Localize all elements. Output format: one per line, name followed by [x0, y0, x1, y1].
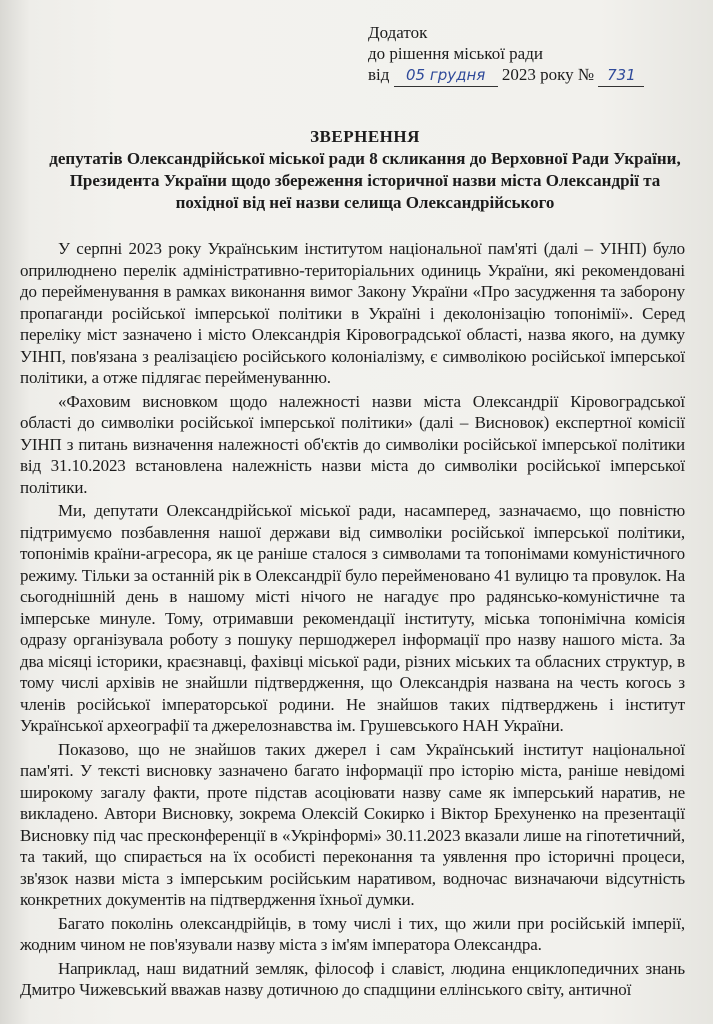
title-line-3: похідної від неї назви селища Олександрійського [175, 193, 555, 212]
paragraph-6: Наприклад, наш видатний земляк, філософ і славіст, людина енциклопедичних знань Дмитро Чижевський вважав назву дотичною до спадщини еллінського світу, античної [20, 958, 685, 999]
addendum-header [368, 22, 644, 87]
year-label: 2023 року № [501, 65, 595, 84]
addendum-title: Додаток [368, 23, 428, 42]
handwritten-decision-number: 731 [598, 65, 644, 87]
title-line-2: Президента України щодо збереження історичної назви міста Олександрії та [69, 171, 661, 190]
paragraph-2: «Фаховим висновком щодо належності назви міста Олександрії Кіровоградської області до символіки російської імперської політики» (далі – Висновок) експертної комісії УІНП з питань визначення належності об'єктів до символіки російської імперської політики від 31.10.2023 встановлена належність назви міста до символіки російської імперської політики. [20, 391, 685, 497]
handwritten-date: 05 грудня [394, 65, 498, 87]
document-title [20, 126, 710, 214]
addendum-subtitle: до рішення міської ради [368, 44, 543, 63]
paragraph-3: Ми, депутати Олександрійської міської ради, насамперед, зазначаємо, що повністю підтримуємо позбавлення нашої держави від символіки російської імперської політики, топонімів країни-агресора, як це раніше сталося з символами та топонімами комуністичного режиму. Тільки за останній рік в Олександрії було перейменовано 41 вулицю та провулок. На сьогоднішній день в нашому місті нічого не нагадує про радянсько-комуністичне та імперське минуле. Тому, отримавши рекомендації інституту, міська топонімічна комісія одразу організувала роботу з пошуку першоджерел інформації про назву нашого міста. За два місяці історики, краєзнавці, фахівці міської ради, різних міських та обласних структур, в тому числі архівів не знайшли підтвердження, що Олександрія названа на честь когось з членів російської імператорської родини. Не знайшов таких підтверджень і інститут Української археографії та джерелознавства ім. Грушевського НАН України. [20, 501, 685, 735]
title-heading: ЗВЕРНЕННЯ [310, 127, 420, 146]
from-label: від [368, 65, 390, 84]
paragraph-1: У серпні 2023 року Українським інститутом національної пам'яті (далі – УІНП) було оприлюднено перелік адміністративно-територіальних одиниць України, які рекомендовані до перейменування в рамках виконання вимог Закону України «Про засудження та заборону пропаганди російської імперської політики в Україні і деколонізацію топонімії». Серед переліку міст зазначено і місто Олександрія Кіровоградської області, назва якого, на думку УІНП, пов'язана з реалізацією російського колоніалізму, є символікою російської імперської політики, а отже підлягає перейменуванню. [20, 239, 685, 387]
title-line-1: депутатів Олександрійської міської ради 8 скликання до Верховної Ради України, [49, 149, 681, 168]
paragraph-5: Багато поколінь олександрійців, в тому числі і тих, що жили при російській імперії, жодним чином не пов'язували назву міста з ім'ям імператора Олександра. [20, 913, 685, 954]
addendum-date-line [368, 64, 644, 87]
paragraph-4: Показово, що не знайшов таких джерел і сам Український інститут національної пам'яті. У тексті висновку зазначено багато інформації про історію міста, раніше невідомі широкому загалу факти, проте підстав асоціювати назву саме як імперський наратив, не викладено. Автори Висновку, зокрема Олексій Сокирко і Віктор Брехуненко на презентації Висновку під час пресконференції в «Укрінформі» 30.11.2023 вказали лише на гіпотетичний, та такий, що спирається на їх особисті переконання та уявлення про історичні процеси, зв'язок назви міста з імперським російським наративом, водночас визначаючи відсутність конкретних документів на підтвердження їхньої думки. [20, 739, 685, 909]
document-body [20, 238, 685, 1003]
